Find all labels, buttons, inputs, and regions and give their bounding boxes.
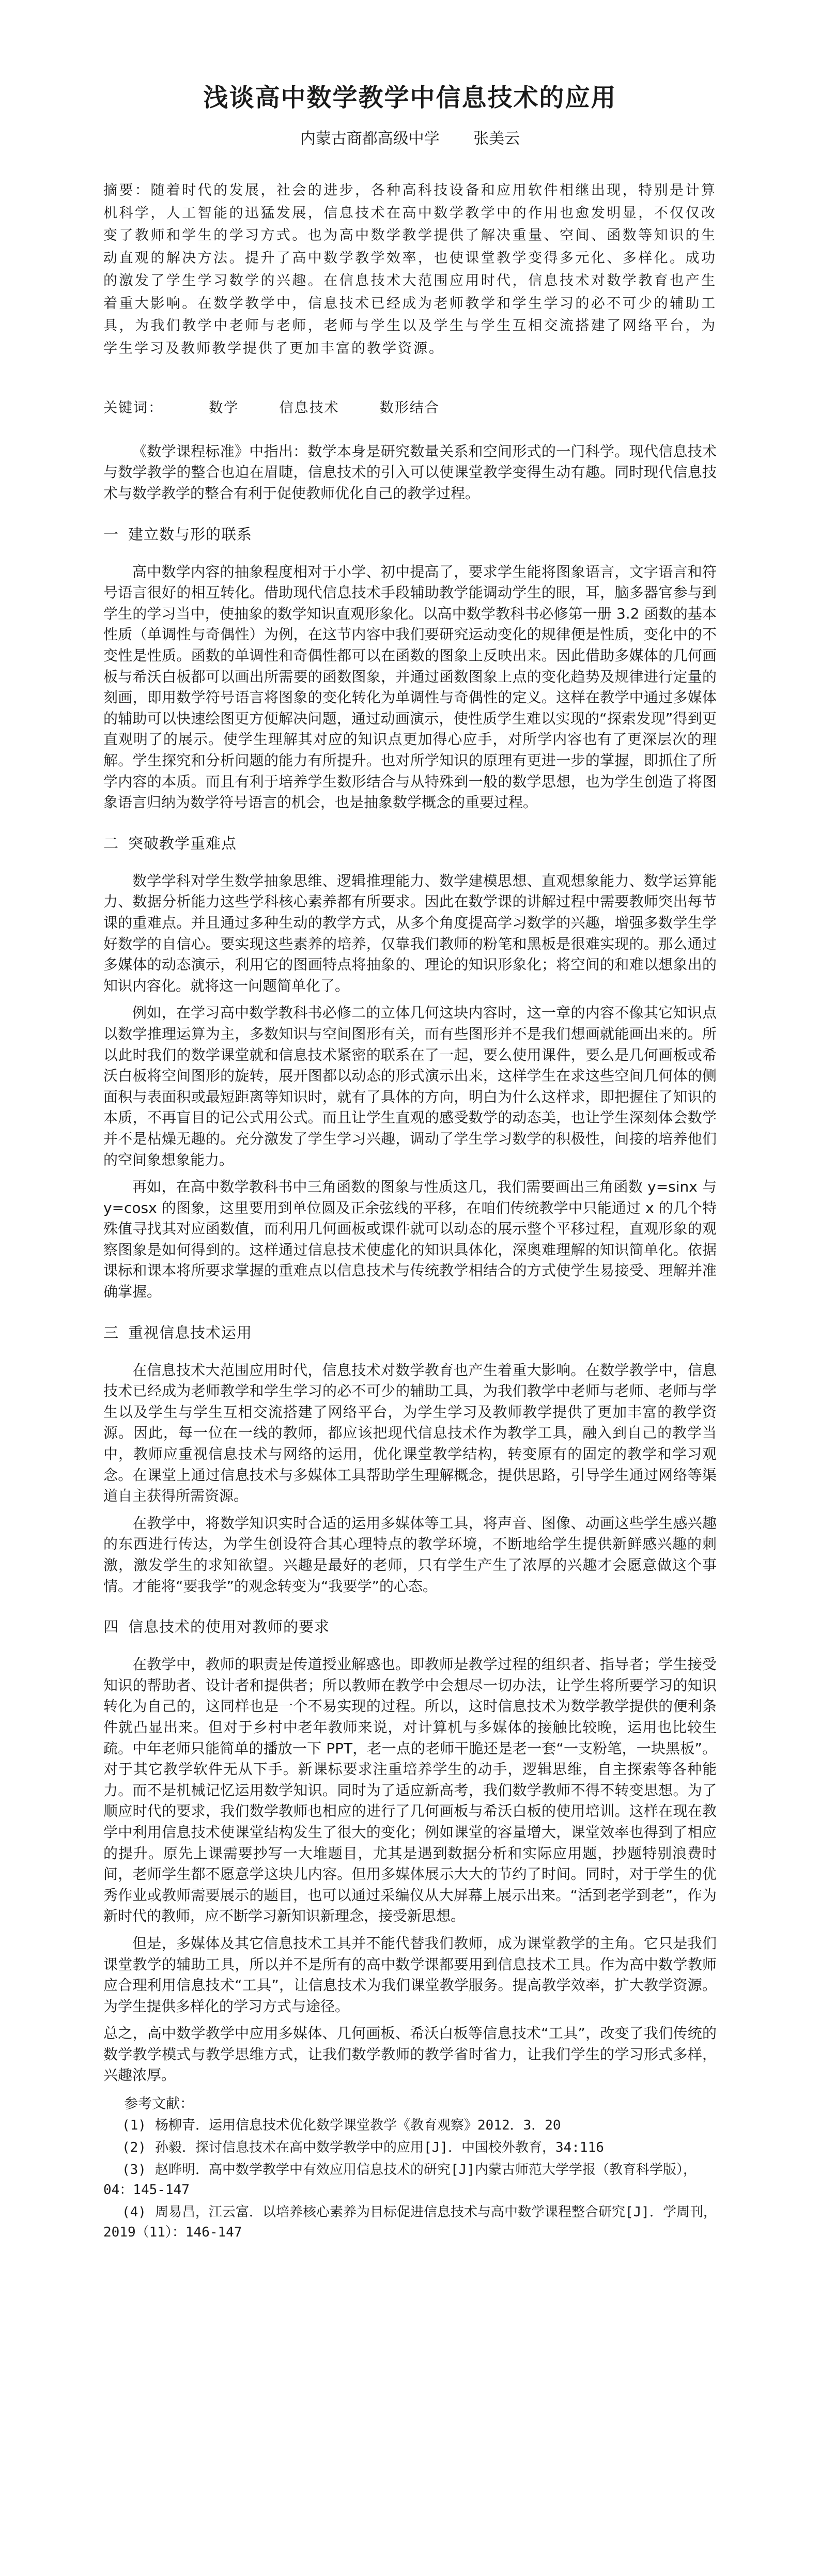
keyword: 数学 bbox=[209, 399, 239, 416]
body-paragraph: 在信息技术大范围应用时代，信息技术对数学教育也产生着重大影响。在数学教学中，信息技术已经成为老师教学和学生学习的必不可少的辅助工具，为我们教学中老师与老师、老师与学生以及学生与学生互相交流搭建了网络平台，为学生学习及教师教学提供了更加丰富的教学资源。因此，每一位在一线的教师，都应该把现代信息技术作为教学工具，融入到自己的教学当中，教师应重视信息技术与网络的运用，优化课堂教学结构，转变原有的固定的教学和学习观念。在课堂上通过信息技术与多媒体工具帮助学生理解概念，提供思路，引导学生通过网络等渠道自主获得所需资源。 bbox=[103, 1361, 717, 1505]
section-3 bbox=[103, 1321, 717, 1597]
reference-number: (1) bbox=[122, 2118, 146, 2134]
section-title: 信息技术的使用对教师的要求 bbox=[128, 1618, 330, 1636]
section-title: 重视信息技术运用 bbox=[128, 1323, 253, 1341]
paper-title: 浅谈高中数学教学中信息技术的应用 bbox=[203, 83, 617, 112]
body-paragraph: 在教学中，将数学知识实时合适的运用多媒体等工具，将声音、图像、动画这些学生感兴趣的东西进行传达，为学生创设符合其心理特点的教学环境，不断地给学生提供新鲜感兴趣的刺激，激发学生的求知欲望。兴趣是最好的老师，只有学生产生了浓厚的兴趣才会愿意做这个事情。才能将“要我学”的观念转变为“我要学”的心态。 bbox=[103, 1514, 717, 1595]
section-heading bbox=[103, 523, 717, 544]
section-heading bbox=[103, 1321, 717, 1343]
reference-text: 杨柳青．运用信息技术优化数学课堂教学《教育观察》2012．3．20 bbox=[155, 2118, 561, 2134]
reference-number: (3) bbox=[122, 2162, 146, 2178]
reference-text: 赵晔明．高中数学教学中有效应用信息技术的研究[J]内蒙古师范大学学报（教育科学版），04：145-147 bbox=[103, 2162, 697, 2198]
keyword: 数形结合 bbox=[379, 399, 440, 416]
section-number: 三 bbox=[103, 1323, 119, 1341]
reference-text: 周易昌，江云富．以培养核心素养为目标促进信息技术与高中数学课程整合研究[J]．学周刊，2019（11）：146-147 bbox=[103, 2204, 717, 2241]
body-paragraph: 数学学科对学生数学抽象思维、逻辑推理能力、数学建模思想、直观想象能力、数学运算能力、数据分析能力这些学科核心素养都有所要求。因此在数学课的讲解过程中需要教师突出每节课的重难点。并且通过多种生动的教学方式，从多个角度提高学习数学的兴趣，增强多数学生学好数学的自信心。要实现这些素养的培养，仅靠我们教师的粉笔和黑板是很难实现的。那么通过多媒体的动态演示，利用它的图画特点将抽象的、理论的知识形象化；将空间的和难以想象出的知识内容化。就将这一问题简单化了。 bbox=[103, 872, 717, 994]
reference-number: (4) bbox=[122, 2204, 146, 2220]
reference-item bbox=[103, 2138, 717, 2158]
reference-item bbox=[103, 2160, 717, 2200]
section-title: 突破教学重难点 bbox=[128, 834, 237, 852]
reference-number: (2) bbox=[122, 2140, 146, 2156]
author-byline bbox=[103, 126, 717, 148]
section-heading bbox=[103, 832, 717, 853]
body-paragraph: 高中数学内容的抽象程度相对于小学、初中提高了，要求学生能将图象语言，文字语言和符号语言很好的相互转化。借助现代信息技术手段辅助教学能调动学生的眼，耳，脑多器官参与到学生的学习当中，使抽象的数学知识直观形象化。以高中数学教科书必修第一册 3.2 函数的基本性质（单调性与奇偶性）为例，在这节内容中我们要研究运动变化的规律便是性质，变化中的不变性是性质。函数的单调性和奇偶性都可以在函数的图象上反映出来。因此借助多媒体的几何画板与希沃白板都可以画出所需要的函数图象，并通过函数图象上点的变化趋势及规律进行定量的刻画，即用数学符号语言将图象的变化转化为单调性与奇偶性的定义。这样在教学中通过多媒体的辅助可以快速绘图更方便解决问题，通过动画演示，使性质学生难以实现的“探索发现”得到更直观明了的展示。使学生理解其对应的知识点更加得心应手，对所学内容也有了更深层次的理解。学生探究和分析问题的能力有所提升。也对所学知识的原理有更进一步的掌握，即抓住了所学内容的本质。而且有利于培养学生数形结合与从特殊到一般的数学思想，也为学生创造了将图象语言归纳为数学符号语言的机会，也是抽象数学概念的重要过程。 bbox=[103, 563, 717, 811]
keywords-label: 关键词： bbox=[103, 399, 163, 416]
section-1 bbox=[103, 523, 717, 813]
references-title: 参考文献： bbox=[124, 2096, 194, 2112]
intro-paragraph: 《数学课程标准》中指出：数学本身是研究数量关系和空间形式的一门科学。现代信息技术与数学教学的整合也迫在眉睫，信息技术的引入可以使课堂教学变得生动有趣。同时现代信息技术与数学教学的整合有利于促使教师优化自己的教学过程。 bbox=[103, 442, 717, 502]
conclusion-paragraph: 总之，高中数学教学中应用多媒体、几何画板、希沃白板等信息技术“工具”，改变了我们传统的数学教学模式与教学思维方式，让我们数学教师的教学省时省力，让我们学生的学习形式多样，兴趣浓厚。 bbox=[103, 2025, 717, 2084]
author-affiliation: 内蒙古商都高级中学 bbox=[300, 130, 440, 148]
references bbox=[103, 2092, 717, 2243]
section-2 bbox=[103, 832, 717, 1303]
body-paragraph: 例如，在学习高中数学教科书必修二的立体几何这块内容时，这一章的内容不像其它知识点以数学推理运算为主，多数知识与空间图形有关，而有些图形并不是我们想画就能画出来的。所以此时我们的数学课堂就和信息技术紧密的联系在了一起，要么使用课件，要么是几何画板或希沃白板将空间图形的旋转，展开图都以动态的形式演示出来，这样学生在求这些空间几何体的侧面积与表面积或最短距离等知识时，就有了具体的方向，明白为什么这样求，即把握住了知识的本质，不再盲目的记公式用公式。而且让学生直观的感受数学的动态美，也让学生深刻体会数学并不是枯燥无趣的。充分激发了学生学习兴趣，调动了学生学习数学的积极性，间接的培养他们的空间象想象能力。 bbox=[103, 1004, 717, 1168]
section-4 bbox=[103, 1615, 717, 2086]
section-number: 二 bbox=[103, 834, 119, 852]
section-number: 四 bbox=[103, 1618, 119, 1636]
author-name: 张美云 bbox=[473, 130, 520, 148]
body-paragraph: 但是，多媒体及其它信息技术工具并不能代替我们教师，成为课堂教学的主角。它只是我们课堂教学的辅助工具，所以并不是所有的高中数学课都要用到信息技术工具。作为高中数学教师应合理利用信息技术“工具”，让信息技术为我们课堂教学服务。提高教学效率，扩大教学资源。为学生提供多样化的学习方式与途径。 bbox=[103, 1934, 717, 2015]
abstract: 摘要：随着时代的发展，社会的进步，各种高科技设备和应用软件相继出现，特别是计算机科学，人工智能的迅猛发展，信息技术在高中数学教学中的作用也愈发明显，不仅仅改变了教师和学生的学习方式。也为高中数学教学提供了解决重量、空间、函数等知识的生动直观的解决方法。提升了高中数学教学效率，也使课堂教学变得多元化、多样化。成功的激发了学生学习数学的兴趣。在信息技术大范围应用时代，信息技术对数学教育也产生着重大影响。在数学教学中，信息技术已经成为老师教学和学生学习的必不可少的辅助工具，为我们教学中老师与老师，老师与学生以及学生与学生互相交流搭建了网络平台，为学生学习及教师教学提供了更加丰富的教学资源。 bbox=[103, 182, 717, 357]
section-heading bbox=[103, 1615, 717, 1637]
keyword: 信息技术 bbox=[279, 399, 339, 416]
body-paragraph: 再如，在高中数学教科书中三角函数的图象与性质这几，我们需要画出三角函数 y=sinx 与 y=cosx 的图象，这里要用到单位圆及正余弦线的平移，在咱们传统教学中只能通过 x 的几个特殊值寻找其对应函数值，而利用几何画板或课件就可以动态的展示整个平移过程，直观形象的观察图象是如何得到的。这样通过信息技术使虚化的知识具体化，深奥难理解的知识简单化。依据课标和课本将所要求掌握的重难点以信息技术与传统教学相结合的方式使学生易接受、理解并准确掌握。 bbox=[103, 1178, 717, 1301]
section-number: 一 bbox=[103, 525, 119, 543]
keywords bbox=[103, 396, 717, 417]
body-paragraph: 在教学中，教师的职责是传道授业解惑也。即教师是教学过程的组织者、指导者；学生接受知识的帮助者、设计者和提供者；所以教师在教学中会想尽一切办法，让学生将所要学习的知识转化为自己的，这同样也是一个不易实现的过程。所以，这时信息技术为数学教学提供的便利条件就凸显出来。但对于乡村中老年教师来说，对计算机与多媒体的接触比较晚，运用也比较生疏。中年老师只能简单的播放一下 PPT，老一点的老师干脆还是老一套“一支粉笔，一块黑板”。对于其它教学软件无从下手。新课标要求注重培养学生的动手，逻辑思维，自主探索等各种能力。而不是机械记忆运用数学知识。同时为了适应新高考，我们数学教师不得不转变思想。为了顺应时代的要求，我们数学教师也相应的进行了几何画板与希沃白板的使用培训。这样在现在教学中利用信息技术使课堂结构发生了很大的变化；例如课堂的容量增大，课堂效率也得到了相应的提升。原先上课需要抄写一大堆题目，尤其是遇到数据分析和实际应用题，抄题特别浪费时间，老师学生都不愿意学这块儿内容。但用多媒体展示大大的节约了时间。同时，对于学生的优秀作业或教师需要展示的题目，也可以通过采编仪从大屏幕上展示出来。“活到老学到老”，作为新时代的教师，应不断学习新知识新理念，接受新思想。 bbox=[103, 1656, 717, 1925]
reference-text: 孙毅．探讨信息技术在高中数学教学中的应用[J]．中国校外教育，34:116 bbox=[155, 2140, 604, 2156]
section-title: 建立数与形的联系 bbox=[128, 525, 253, 543]
reference-item bbox=[103, 2116, 717, 2136]
reference-item bbox=[103, 2202, 717, 2243]
